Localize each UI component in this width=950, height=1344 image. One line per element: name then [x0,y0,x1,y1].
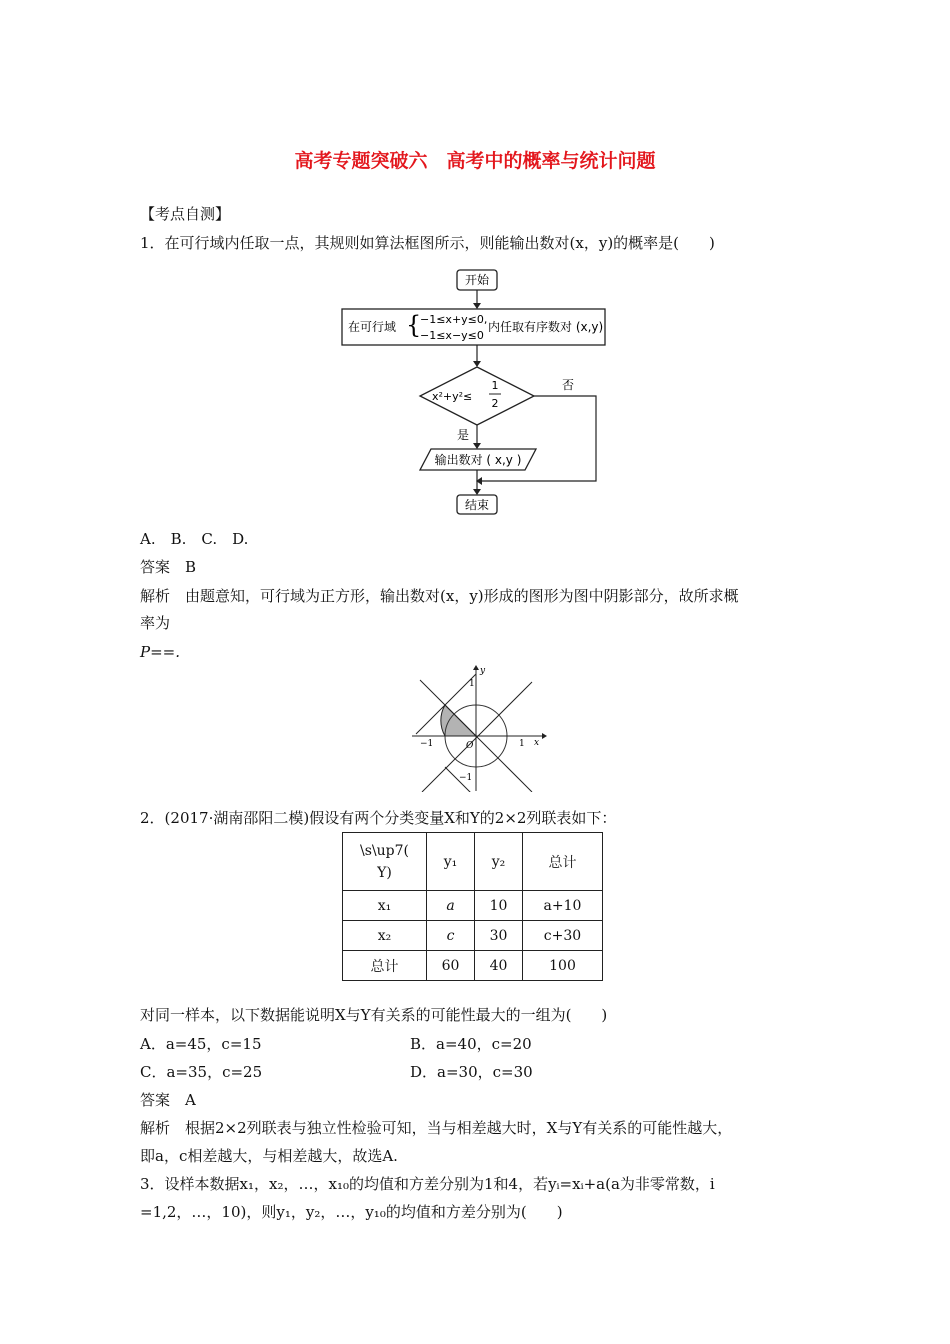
q2-option-b: B．a=40，c=20 [410,1035,532,1053]
q2-option-c: C．a=35，c=25 [140,1063,263,1081]
table-cell: 60 [427,951,475,981]
q1-stem: 1．在可行域内任取一点，其规则如算法框图所示，则能输出数对(x，y)的概率是( ) [140,234,715,252]
tick-one-top: 1 [469,679,475,689]
flow-yes-label: 是 [457,428,470,442]
tick-neg-one-left: −1 [420,739,434,749]
table-cell: a+10 [523,891,603,921]
flow-no-label: 否 [562,378,575,392]
table-cell: 40 [475,951,523,981]
q2-option-a: A．a=45，c=15 [140,1035,262,1053]
page-title: 高考专题突破六 高考中的概率与统计问题 [294,150,656,172]
table-cell: 30 [475,921,523,951]
flow-cond-num: 1 [491,379,499,392]
table-cell: c+30 [523,921,603,951]
table-row [343,891,603,921]
q1-answer: 答案 B [140,558,197,576]
q3-stem-line2: =1,2，…，10)，则y₁，y₂，…，y₁₀的均值和方差分别为( ) [140,1203,563,1221]
table-cell: x₂ [343,921,427,951]
corner-line2: Y) [377,864,392,881]
origin-label: O [466,741,474,751]
y-axis-arrowhead [473,665,479,670]
y-axis-label: y [480,666,486,676]
flow-output-text: 输出数对 ( x,y ) [434,453,522,467]
flow-start-text: 开始 [464,273,490,287]
flow-arrowhead [473,443,481,449]
table-cell: a [427,891,475,921]
flow-ineq1: −1≤x+y≤0, [420,313,488,326]
table-cell: 总计 [343,951,427,981]
header-y1: y₁ [427,833,475,891]
contingency-table [342,832,603,981]
flow-end-text: 结束 [464,498,490,512]
q1-analysis-line1: 解析 由题意知，可行域为正方形，输出数对(x，y)形成的图形为图中阴影部分，故所求概 [140,587,739,605]
q3-stem-line1: 3．设样本数据x₁，x₂，…，x₁₀的均值和方差分别为1和4，若yᵢ=xᵢ+a(a为非零常数，i [140,1175,715,1193]
flow-arrowhead [473,303,481,309]
table-cell: 10 [475,891,523,921]
q1-analysis-line2: 率为 [140,614,171,632]
coordinate-graph [412,664,547,792]
table-cell: x₁ [343,891,427,921]
tick-one-right: 1 [519,739,525,749]
q2-answer: 答案 A [140,1091,196,1109]
section-heading: 【考点自测】 [140,205,231,223]
corner-line1: \s\up7( [360,842,409,859]
q1-options: A. B. C. D. [140,530,249,548]
flow-cond-left: x²+y²≤ [432,390,473,403]
table-row [343,921,603,951]
q2-question: 对同一样本，以下数据能说明X与Y有关系的可能性最大的一组为( ) [140,1006,608,1024]
x-axis-arrowhead [542,733,547,739]
flow-arrowhead [473,361,481,367]
q2-option-d: D．a=30，c=30 [410,1063,533,1081]
table-corner-cell [343,833,427,891]
flow-cond-den: 2 [491,397,499,410]
table-cell: c [427,921,475,951]
q2-stem: 2．(2017·湖南邵阳二模)假设有两个分类变量X和Y的2×2列联表如下： [140,809,617,827]
flow-box-prefix: 在可行域 [348,320,397,334]
flow-arrowhead [473,489,481,495]
q2-analysis-line2: 即a，c相差越大，与相差越大，故选A. [140,1147,398,1165]
table-cell: 100 [523,951,603,981]
header-total: 总计 [523,833,603,891]
q2-analysis-line1: 解析 根据2×2列联表与独立性检验可知，当与相差越大时，X与Y有关系的可能性越大， [140,1119,733,1137]
algorithm-flowchart [340,265,620,520]
tick-neg-one-bottom: −1 [459,773,473,783]
header-y2: y₂ [475,833,523,891]
flow-box-suffix: 内任取有序数对 (x,y) [488,320,604,334]
flow-ineq2: −1≤x−y≤0 [420,329,484,342]
q1-analysis-line3: P==. [140,643,180,661]
table-row [343,951,603,981]
x-axis-label: x [534,738,540,748]
table-header-row [343,833,603,891]
brace-symbol: { [406,311,422,339]
